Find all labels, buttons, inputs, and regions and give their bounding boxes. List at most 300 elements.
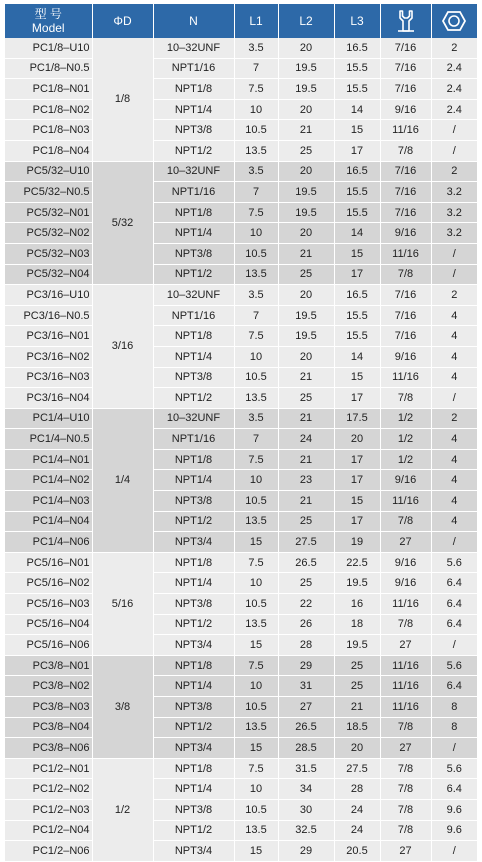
l3-cell: 17	[334, 264, 380, 285]
wrench-size-cell: 7/8	[380, 758, 431, 779]
table-row	[5, 532, 477, 553]
hex-size-header	[431, 4, 477, 38]
l1-cell: 10.5	[234, 697, 278, 718]
hex-size-cell: 4	[431, 305, 477, 326]
thread-cell: NPT3/8	[153, 367, 234, 388]
model-cell: PC1/2–N03	[5, 799, 92, 820]
table-row	[5, 470, 477, 491]
l3-cell: 20	[334, 738, 380, 759]
model-cell: PC3/16–N03	[5, 367, 92, 388]
model-cell: PC3/8–N01	[5, 655, 92, 676]
wrench-size-cell: 11/16	[380, 676, 431, 697]
l1-cell: 10	[234, 676, 278, 697]
table-row	[5, 120, 477, 141]
l3-cell: 16	[334, 594, 380, 615]
wrench-size-cell: 7/8	[380, 388, 431, 409]
wrench-size-cell: 7/8	[380, 511, 431, 532]
model-cell: PC5/16–N06	[5, 635, 92, 656]
thread-cell: NPT3/8	[153, 799, 234, 820]
l2-cell: 25	[278, 264, 334, 285]
wrench-size-cell: 7/8	[380, 779, 431, 800]
wrench-size-cell: 27	[380, 738, 431, 759]
wrench-size-cell: 27	[380, 532, 431, 553]
hex-size-cell: /	[431, 243, 477, 264]
l2-cell: 20	[278, 285, 334, 306]
thread-cell: NPT1/4	[153, 346, 234, 367]
model-cell: PC3/8–N04	[5, 717, 92, 738]
l3-cell: 17	[334, 388, 380, 409]
table-row	[5, 243, 477, 264]
l2-cell: 28	[278, 635, 334, 656]
l3-cell: 19.5	[334, 573, 380, 594]
model-cell: PC1/4–N03	[5, 491, 92, 512]
l2-cell: 23	[278, 470, 334, 491]
l2-cell: 31.5	[278, 758, 334, 779]
model-cell: PC5/32–N01	[5, 202, 92, 223]
thread-cell: NPT1/2	[153, 717, 234, 738]
l3-cell: 22.5	[334, 552, 380, 573]
thread-cell: NPT3/4	[153, 532, 234, 553]
spec-table	[5, 4, 477, 862]
table-row	[5, 367, 477, 388]
hex-size-cell: 9.6	[431, 820, 477, 841]
wrench-size-cell: 11/16	[380, 243, 431, 264]
l1-cell: 7	[234, 429, 278, 450]
table-row	[5, 326, 477, 347]
l2-cell: 27.5	[278, 532, 334, 553]
wrench-size-cell: 11/16	[380, 120, 431, 141]
hex-size-cell: 6.4	[431, 594, 477, 615]
thread-cell: NPT3/8	[153, 120, 234, 141]
hex-size-cell: 4	[431, 367, 477, 388]
l1-cell: 10	[234, 223, 278, 244]
wrench-size-cell: 11/16	[380, 594, 431, 615]
l1-cell: 7.5	[234, 449, 278, 470]
thread-cell: 10–32UNF	[153, 408, 234, 429]
l2-cell: 26.5	[278, 552, 334, 573]
l1-cell: 13.5	[234, 140, 278, 161]
l2-cell: 32.5	[278, 820, 334, 841]
thread-cell: NPT3/8	[153, 697, 234, 718]
l2-cell: 20	[278, 346, 334, 367]
table-row	[5, 799, 477, 820]
wrench-size-header	[380, 4, 431, 38]
l1-cell: 10	[234, 573, 278, 594]
l3-cell: 15.5	[334, 58, 380, 79]
hex-size-cell: 9.6	[431, 799, 477, 820]
wrench-size-cell: 7/8	[380, 799, 431, 820]
l3-cell: 17	[334, 470, 380, 491]
l2-cell: 25	[278, 511, 334, 532]
wrench-size-cell: 9/16	[380, 552, 431, 573]
model-cell: PC5/32–N04	[5, 264, 92, 285]
table-row	[5, 388, 477, 409]
thread-cell: NPT1/16	[153, 305, 234, 326]
diameter-cell: 3/16	[92, 285, 153, 409]
hex-size-cell: 4	[431, 511, 477, 532]
table-row	[5, 717, 477, 738]
l2-cell: 25	[278, 388, 334, 409]
diameter-cell: 3/8	[92, 655, 153, 758]
wrench-size-cell: 1/2	[380, 449, 431, 470]
l2-cell: 20	[278, 223, 334, 244]
l2-header: L2	[278, 4, 334, 38]
model-cell: PC1/4–N0.5	[5, 429, 92, 450]
diameter-cell: 5/32	[92, 161, 153, 285]
l3-cell: 24	[334, 799, 380, 820]
model-cell: PC5/16–N02	[5, 573, 92, 594]
diameter-cell: 1/4	[92, 408, 153, 552]
table-row	[5, 491, 477, 512]
thread-cell: NPT1/8	[153, 758, 234, 779]
l2-cell: 21	[278, 120, 334, 141]
model-cell: PC1/2–N06	[5, 841, 92, 862]
l2-cell: 30	[278, 799, 334, 820]
hex-size-cell: 6.4	[431, 614, 477, 635]
table-row	[5, 161, 477, 182]
l3-cell: 17	[334, 449, 380, 470]
l2-cell: 19.5	[278, 58, 334, 79]
table-row	[5, 676, 477, 697]
wrench-size-cell: 7/16	[380, 202, 431, 223]
table-row	[5, 264, 477, 285]
l1-cell: 10.5	[234, 367, 278, 388]
model-cell: PC3/8–N02	[5, 676, 92, 697]
l3-cell: 24	[334, 820, 380, 841]
l2-cell: 21	[278, 243, 334, 264]
thread-cell: NPT1/2	[153, 511, 234, 532]
l2-cell: 26	[278, 614, 334, 635]
model-cell: PC5/32–U10	[5, 161, 92, 182]
thread-cell: NPT1/2	[153, 264, 234, 285]
model-cell: PC5/32–N02	[5, 223, 92, 244]
l2-cell: 19.5	[278, 182, 334, 203]
table-row	[5, 573, 477, 594]
l2-cell: 20	[278, 161, 334, 182]
model-cell: PC1/2–N04	[5, 820, 92, 841]
l1-cell: 10	[234, 470, 278, 491]
l3-cell: 28	[334, 779, 380, 800]
hex-size-cell: 3.2	[431, 223, 477, 244]
wrench-size-cell: 27	[380, 841, 431, 862]
table-row	[5, 38, 477, 58]
hex-size-cell: 8	[431, 697, 477, 718]
l3-cell: 15.5	[334, 326, 380, 347]
l1-cell: 10.5	[234, 491, 278, 512]
l3-cell: 15	[334, 367, 380, 388]
wrench-size-cell: 7/8	[380, 140, 431, 161]
l3-cell: 18	[334, 614, 380, 635]
table-row	[5, 820, 477, 841]
hex-size-cell: 3.2	[431, 202, 477, 223]
thread-cell: 10–32UNF	[153, 285, 234, 306]
table-row	[5, 449, 477, 470]
hex-size-cell: /	[431, 140, 477, 161]
hex-size-cell: /	[431, 120, 477, 141]
table-row	[5, 223, 477, 244]
l3-cell: 16.5	[334, 38, 380, 58]
thread-cell: NPT1/8	[153, 552, 234, 573]
l1-cell: 13.5	[234, 614, 278, 635]
l2-cell: 21	[278, 449, 334, 470]
model-cell: PC1/8–N03	[5, 120, 92, 141]
l1-cell: 7.5	[234, 326, 278, 347]
hex-size-cell: /	[431, 264, 477, 285]
hex-size-cell: 2	[431, 38, 477, 58]
l3-cell: 16.5	[334, 161, 380, 182]
thread-cell: 10–32UNF	[153, 161, 234, 182]
hex-size-cell: 2	[431, 285, 477, 306]
hex-size-cell: 2.4	[431, 79, 477, 100]
l2-cell: 25	[278, 573, 334, 594]
l1-cell: 15	[234, 532, 278, 553]
hex-size-cell: 5.6	[431, 758, 477, 779]
thread-cell: NPT1/4	[153, 573, 234, 594]
l3-cell: 15	[334, 491, 380, 512]
table-row	[5, 99, 477, 120]
model-cell: PC1/4–U10	[5, 408, 92, 429]
model-cell: PC3/16–N02	[5, 346, 92, 367]
hex-size-cell: 6.4	[431, 676, 477, 697]
model-cell: PC3/8–N03	[5, 697, 92, 718]
l1-cell: 15	[234, 841, 278, 862]
l3-cell: 14	[334, 346, 380, 367]
model-cell: PC3/8–N06	[5, 738, 92, 759]
l3-cell: 17	[334, 511, 380, 532]
l2-cell: 19.5	[278, 202, 334, 223]
wrench-size-cell: 7/8	[380, 820, 431, 841]
l1-cell: 3.5	[234, 408, 278, 429]
model-cell: PC1/8–U10	[5, 38, 92, 58]
table-row	[5, 285, 477, 306]
l3-cell: 17	[334, 140, 380, 161]
table-row	[5, 614, 477, 635]
wrench-size-cell: 7/8	[380, 264, 431, 285]
table-row	[5, 841, 477, 862]
thread-cell: NPT1/2	[153, 388, 234, 409]
l3-cell: 15	[334, 243, 380, 264]
l1-cell: 13.5	[234, 820, 278, 841]
hex-size-cell: 4	[431, 429, 477, 450]
l1-cell: 10.5	[234, 120, 278, 141]
l2-cell: 19.5	[278, 326, 334, 347]
l2-cell: 20	[278, 38, 334, 58]
l3-cell: 15.5	[334, 305, 380, 326]
table-row	[5, 346, 477, 367]
thread-cell: NPT1/2	[153, 820, 234, 841]
wrench-size-cell: 7/16	[380, 326, 431, 347]
model-cell: PC5/16–N04	[5, 614, 92, 635]
table-row	[5, 140, 477, 161]
l3-cell: 25	[334, 676, 380, 697]
hex-size-cell: 8	[431, 717, 477, 738]
table-row	[5, 79, 477, 100]
l3-cell: 20	[334, 429, 380, 450]
diameter-header: ΦD	[92, 4, 153, 38]
model-cell: PC1/4–N02	[5, 470, 92, 491]
wrench-size-cell: 11/16	[380, 367, 431, 388]
l3-header: L3	[334, 4, 380, 38]
wrench-size-cell: 7/16	[380, 285, 431, 306]
l1-cell: 3.5	[234, 38, 278, 58]
wrench-size-cell: 7/16	[380, 58, 431, 79]
diameter-cell: 1/2	[92, 758, 153, 861]
thread-cell: NPT1/8	[153, 79, 234, 100]
thread-cell: NPT3/8	[153, 594, 234, 615]
thread-cell: NPT1/8	[153, 449, 234, 470]
wrench-size-cell: 7/16	[380, 38, 431, 58]
wrench-size-cell: 27	[380, 635, 431, 656]
table-row	[5, 511, 477, 532]
hex-size-cell: 5.6	[431, 655, 477, 676]
table-row	[5, 429, 477, 450]
wrench-size-cell: 9/16	[380, 470, 431, 491]
l1-cell: 10	[234, 346, 278, 367]
l2-cell: 20	[278, 99, 334, 120]
wrench-size-cell: 7/8	[380, 614, 431, 635]
table-row	[5, 779, 477, 800]
thread-cell: 10–32UNF	[153, 38, 234, 58]
hex-size-cell: 2.4	[431, 99, 477, 120]
l1-cell: 7	[234, 58, 278, 79]
thread-cell: NPT3/4	[153, 738, 234, 759]
model-cell: PC5/32–N03	[5, 243, 92, 264]
model-cell: PC5/16–N03	[5, 594, 92, 615]
l3-cell: 25	[334, 655, 380, 676]
hex-size-cell: 4	[431, 449, 477, 470]
l1-cell: 7.5	[234, 79, 278, 100]
thread-cell: NPT1/16	[153, 182, 234, 203]
model-cell: PC1/8–N0.5	[5, 58, 92, 79]
l1-cell: 7.5	[234, 202, 278, 223]
l2-cell: 19.5	[278, 79, 334, 100]
hex-size-cell: /	[431, 532, 477, 553]
l1-header: L1	[234, 4, 278, 38]
hex-size-cell: 2	[431, 161, 477, 182]
l1-cell: 7	[234, 182, 278, 203]
thread-cell: NPT3/4	[153, 841, 234, 862]
l3-cell: 14	[334, 223, 380, 244]
l2-cell: 21	[278, 491, 334, 512]
thread-cell: NPT3/4	[153, 635, 234, 656]
l1-cell: 10	[234, 779, 278, 800]
l1-cell: 10	[234, 99, 278, 120]
l1-cell: 3.5	[234, 285, 278, 306]
spec-table-container	[5, 4, 477, 862]
l2-cell: 26.5	[278, 717, 334, 738]
l1-cell: 3.5	[234, 161, 278, 182]
model-cell: PC1/4–N04	[5, 511, 92, 532]
l3-cell: 27.5	[334, 758, 380, 779]
wrench-size-cell: 11/16	[380, 655, 431, 676]
thread-cell: NPT1/4	[153, 676, 234, 697]
thread-cell: NPT1/4	[153, 779, 234, 800]
table-row	[5, 305, 477, 326]
l3-cell: 14	[334, 99, 380, 120]
wrench-icon	[396, 9, 416, 33]
l3-cell: 15	[334, 120, 380, 141]
l2-cell: 29	[278, 655, 334, 676]
l3-cell: 21	[334, 697, 380, 718]
table-row	[5, 182, 477, 203]
l2-cell: 21	[278, 408, 334, 429]
thread-cell: NPT1/4	[153, 223, 234, 244]
model-cell: PC5/16–N01	[5, 552, 92, 573]
table-row	[5, 594, 477, 615]
table-row	[5, 635, 477, 656]
l3-cell: 19	[334, 532, 380, 553]
model-header	[5, 4, 92, 38]
hex-size-cell: 2	[431, 408, 477, 429]
l2-cell: 19.5	[278, 305, 334, 326]
thread-cell: NPT1/4	[153, 470, 234, 491]
l1-cell: 7.5	[234, 758, 278, 779]
l3-cell: 16.5	[334, 285, 380, 306]
thread-cell: NPT1/2	[153, 140, 234, 161]
l2-cell: 22	[278, 594, 334, 615]
table-row	[5, 697, 477, 718]
diameter-cell: 5/16	[92, 552, 153, 655]
model-cell: PC3/16–N0.5	[5, 305, 92, 326]
l1-cell: 7	[234, 305, 278, 326]
wrench-size-cell: 9/16	[380, 223, 431, 244]
thread-cell: NPT1/4	[153, 99, 234, 120]
l2-cell: 34	[278, 779, 334, 800]
l1-cell: 15	[234, 635, 278, 656]
l1-cell: 10.5	[234, 799, 278, 820]
l1-cell: 13.5	[234, 388, 278, 409]
l1-cell: 13.5	[234, 717, 278, 738]
hex-size-cell: /	[431, 388, 477, 409]
hex-size-cell: 4	[431, 491, 477, 512]
hex-size-cell: 6.4	[431, 779, 477, 800]
l2-cell: 24	[278, 429, 334, 450]
table-row	[5, 758, 477, 779]
wrench-size-cell: 1/2	[380, 408, 431, 429]
l1-cell: 7.5	[234, 655, 278, 676]
hex-size-cell: /	[431, 738, 477, 759]
hex-size-cell: 5.6	[431, 552, 477, 573]
wrench-size-cell: 11/16	[380, 697, 431, 718]
model-header-en: Model	[31, 21, 65, 35]
wrench-size-cell: 9/16	[380, 99, 431, 120]
l2-cell: 21	[278, 367, 334, 388]
hex-nut-icon	[441, 9, 467, 33]
table-row	[5, 58, 477, 79]
l1-cell: 15	[234, 738, 278, 759]
hex-size-cell: 6.4	[431, 573, 477, 594]
model-header-cn: 型 号	[34, 7, 62, 21]
l2-cell: 31	[278, 676, 334, 697]
l1-cell: 7.5	[234, 552, 278, 573]
hex-size-cell: /	[431, 841, 477, 862]
wrench-size-cell: 1/2	[380, 429, 431, 450]
wrench-size-cell: 7/16	[380, 79, 431, 100]
model-cell: PC1/4–N01	[5, 449, 92, 470]
model-cell: PC3/16–N01	[5, 326, 92, 347]
l3-cell: 18.5	[334, 717, 380, 738]
l2-cell: 25	[278, 140, 334, 161]
diameter-cell: 1/8	[92, 38, 153, 161]
thread-cell: NPT3/8	[153, 491, 234, 512]
model-cell: PC1/2–N02	[5, 779, 92, 800]
model-cell: PC1/8–N04	[5, 140, 92, 161]
l1-cell: 13.5	[234, 264, 278, 285]
wrench-size-cell: 9/16	[380, 573, 431, 594]
model-cell: PC1/2–N01	[5, 758, 92, 779]
wrench-size-cell: 9/16	[380, 346, 431, 367]
l3-cell: 20.5	[334, 841, 380, 862]
